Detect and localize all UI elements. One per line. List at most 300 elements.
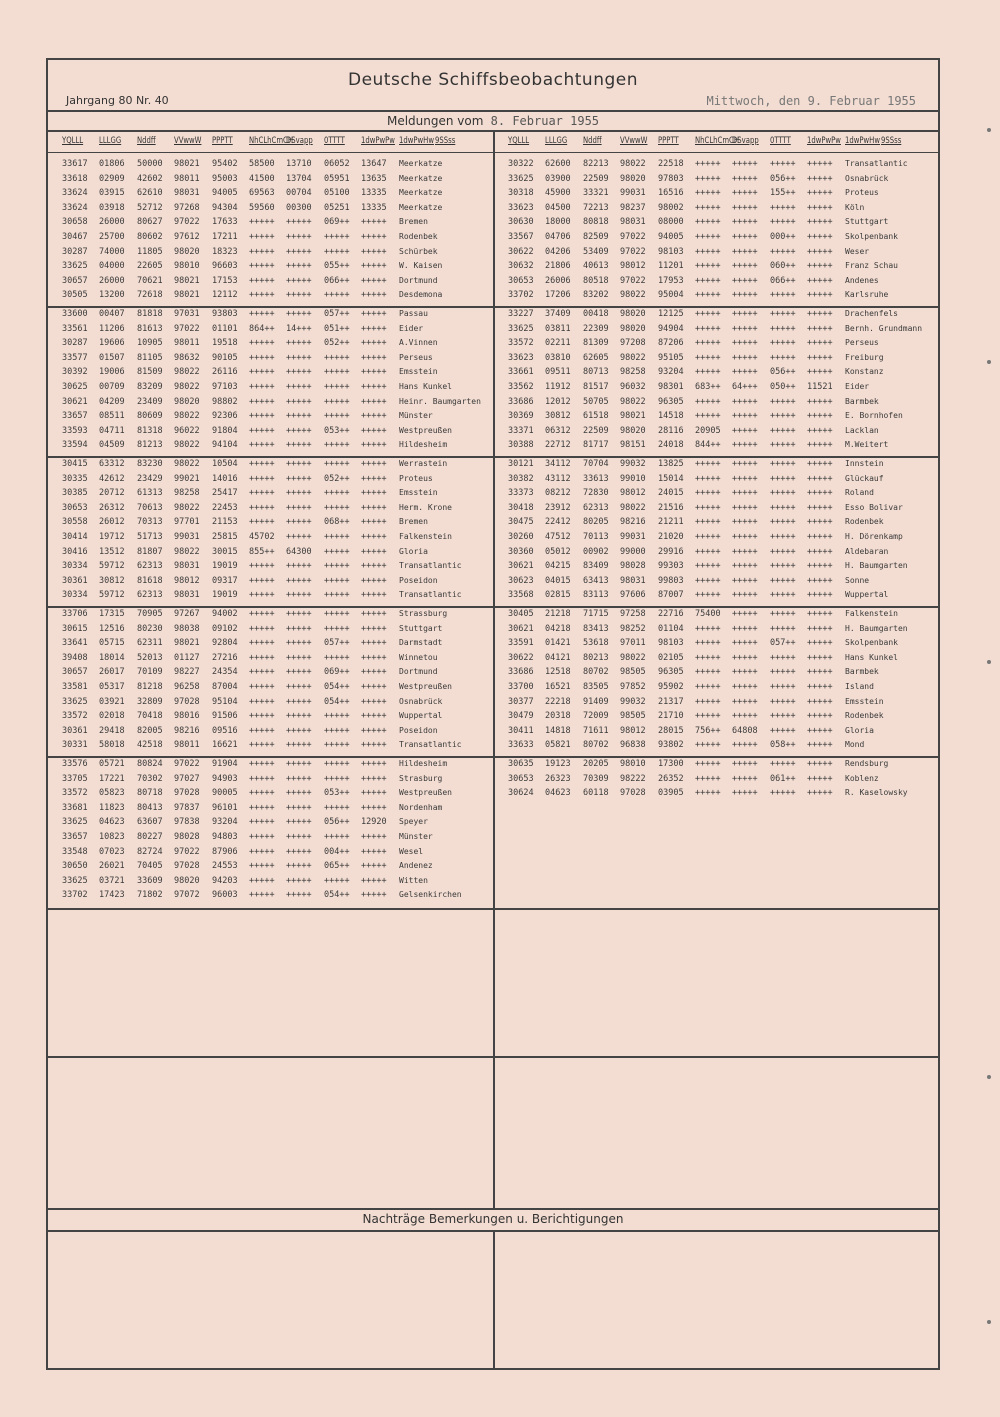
obs-code: 03915: [99, 188, 125, 199]
obs-code: +++++: [286, 725, 312, 736]
obs-code: 80518: [583, 275, 609, 286]
obs-code: 03811: [545, 323, 571, 334]
obs-code: 98002: [658, 202, 684, 213]
column-header-right-0: YQLLL: [508, 136, 530, 146]
obs-code: 055++: [324, 261, 350, 272]
obs-code: +++++: [361, 502, 387, 513]
ship-name: Glückauf: [845, 473, 884, 483]
obs-code: 97612: [174, 232, 200, 242]
obs-code: +++++: [732, 575, 758, 586]
obs-code: +++++: [807, 788, 833, 799]
obs-code: 98022: [174, 502, 200, 513]
obs-code: +++++: [807, 425, 833, 436]
obs-code: 97803: [658, 173, 684, 184]
obs-code: +++++: [807, 773, 833, 784]
obs-code: 80627: [137, 217, 163, 228]
ship-name: Falkenstein: [399, 532, 452, 541]
obs-code: 30361: [62, 575, 88, 586]
obs-code: +++++: [695, 202, 721, 213]
obs-code: 62313: [137, 561, 163, 572]
obs-code: 30657: [62, 667, 88, 678]
obs-code: 33562: [508, 382, 534, 392]
obs-code: +++++: [361, 517, 387, 528]
obs-code: 97103: [212, 382, 238, 392]
obs-code: +++++: [770, 623, 796, 634]
obs-code: +++++: [324, 740, 350, 751]
obs-code: 98022: [620, 652, 646, 663]
obs-code: +++++: [361, 667, 387, 678]
ship-name: Dortmund: [399, 667, 438, 677]
obs-code: +++++: [286, 875, 312, 886]
obs-code: +++++: [286, 473, 312, 484]
obs-code: 22412: [545, 517, 571, 528]
obs-code: +++++: [361, 788, 387, 799]
obs-code: 33661: [508, 367, 534, 378]
obs-code: 16621: [212, 740, 238, 751]
obs-code: +++++: [807, 440, 833, 451]
obs-code: 056++: [324, 817, 350, 828]
obs-code: 24553: [212, 861, 238, 872]
obs-code: +++++: [770, 532, 796, 542]
obs-code: +++++: [324, 773, 350, 784]
obs-code: +++++: [324, 440, 350, 451]
ship-name: Roland: [845, 488, 874, 498]
obs-code: +++++: [249, 425, 275, 436]
obs-code: 97022: [174, 323, 200, 334]
obs-code: 33321: [583, 188, 609, 199]
obs-code: 20205: [583, 759, 609, 769]
obs-code: 30405: [508, 609, 534, 619]
obs-code: 98022: [174, 367, 200, 378]
obs-code: 93803: [212, 309, 238, 319]
ship-name: Island: [845, 682, 874, 691]
obs-code: 80713: [583, 367, 609, 378]
report-sheet: [46, 58, 940, 1370]
obs-code: +++++: [770, 425, 796, 436]
obs-code: 05012: [545, 546, 571, 557]
obs-code: 33600: [62, 309, 88, 319]
obs-code: +++++: [361, 232, 387, 242]
obs-code: +++++: [286, 846, 312, 857]
obs-code: +++++: [732, 232, 758, 242]
obs-code: +++++: [770, 440, 796, 451]
ship-name: Falkenstein: [845, 609, 898, 618]
obs-code: 02018: [99, 711, 125, 722]
ship-name: Herm. Krone: [399, 502, 452, 512]
obs-code: 03921: [99, 696, 125, 707]
ship-name: Winnetou: [399, 652, 438, 662]
ship-name: Skolpenbank: [845, 232, 898, 241]
obs-code: 33686: [508, 667, 534, 678]
obs-code: 22712: [545, 440, 571, 451]
ship-name: Barmbek: [845, 667, 879, 677]
obs-code: 01127: [174, 652, 200, 663]
obs-code: 04209: [99, 396, 125, 407]
obs-code: 70302: [137, 773, 163, 784]
obs-code: 33625: [508, 323, 534, 334]
obs-code: 70309: [583, 773, 609, 784]
obs-code: 98012: [174, 575, 200, 586]
ship-name: Westpreußen: [399, 682, 452, 691]
reports-date: 8. Februar 1955: [490, 114, 600, 128]
obs-code: +++++: [286, 652, 312, 663]
obs-code: +++++: [324, 575, 350, 586]
obs-code: +++++: [249, 832, 275, 842]
obs-code: 01806: [99, 159, 125, 169]
obs-code: 81309: [583, 338, 609, 349]
ship-name: Schürbek: [399, 246, 438, 256]
obs-code: +++++: [807, 532, 833, 542]
obs-code: 16521: [545, 682, 571, 692]
obs-code: 96101: [212, 802, 238, 813]
obs-code: +++++: [286, 832, 312, 842]
column-header-left-7: 0TTTT: [324, 136, 345, 146]
ship-name: Karlsruhe: [845, 290, 889, 300]
obs-code: 98020: [620, 323, 646, 334]
obs-code: +++++: [770, 459, 796, 469]
obs-code: 42602: [137, 173, 163, 184]
obs-code: +++++: [807, 396, 833, 407]
obs-code: 25417: [212, 488, 238, 499]
obs-code: 12920: [361, 817, 387, 828]
obs-code: +++++: [361, 561, 387, 572]
obs-code: +++++: [770, 788, 796, 799]
column-divider: [493, 1230, 495, 1370]
obs-code: +++++: [249, 575, 275, 586]
obs-code: 80602: [137, 232, 163, 242]
ship-name: H. Baumgarten: [845, 561, 908, 571]
obs-code: +++++: [807, 682, 833, 692]
obs-code: 05721: [99, 759, 125, 769]
obs-code: 21211: [658, 517, 684, 528]
obs-code: 02211: [545, 338, 571, 349]
obs-code: 30334: [62, 561, 88, 572]
obs-code: 30653: [508, 773, 534, 784]
obs-code: +++++: [695, 740, 721, 751]
obs-code: 061++: [770, 773, 796, 784]
obs-code: +++++: [324, 532, 350, 542]
obs-code: +++++: [249, 517, 275, 528]
obs-code: 98020: [620, 425, 646, 436]
ship-name: Rodenbek: [399, 232, 438, 241]
obs-code: 94304: [212, 202, 238, 213]
ship-name: Hans Kunkel: [845, 652, 898, 662]
obs-code: 95902: [658, 682, 684, 692]
obs-code: 33633: [508, 740, 534, 751]
ship-name: Köln: [845, 202, 865, 212]
obs-code: 63413: [583, 575, 609, 586]
obs-code: 13704: [286, 173, 312, 184]
ship-name: Franz Schau: [845, 261, 898, 271]
obs-code: 33641: [62, 638, 88, 649]
obs-code: +++++: [249, 396, 275, 407]
obs-code: +++++: [286, 290, 312, 301]
obs-code: 39408: [62, 652, 88, 663]
obs-code: 33567: [508, 232, 534, 242]
obs-code: 056++: [770, 173, 796, 184]
obs-code: 30287: [62, 246, 88, 257]
obs-code: 80227: [137, 832, 163, 842]
obs-code: 93204: [212, 817, 238, 828]
obs-code: 98022: [174, 382, 200, 392]
obs-code: 80818: [583, 217, 609, 228]
obs-code: 22605: [137, 261, 163, 272]
obs-code: 80702: [583, 667, 609, 678]
issue-date: Mittwoch, den 9. Februar 1955: [706, 94, 916, 108]
obs-code: +++++: [286, 459, 312, 469]
obs-code: +++++: [286, 338, 312, 349]
ship-name: Koblenz: [845, 773, 879, 783]
ship-name: Proteus: [399, 473, 433, 483]
obs-code: 72009: [583, 711, 609, 722]
obs-code: +++++: [286, 590, 312, 601]
obs-code: 050++: [770, 382, 796, 392]
obs-code: 00902: [583, 546, 609, 557]
obs-code: 30411: [508, 725, 534, 736]
obs-code: 98022: [174, 546, 200, 557]
obs-code: 81613: [137, 323, 163, 334]
obs-code: 05251: [324, 202, 350, 213]
ship-name: Poseidon: [399, 725, 438, 735]
obs-code: +++++: [732, 440, 758, 451]
obs-code: 33700: [508, 682, 534, 692]
obs-code: +++++: [286, 352, 312, 363]
ship-name: Hans Kunkel: [399, 382, 452, 391]
obs-code: 069++: [324, 667, 350, 678]
obs-code: 33227: [508, 309, 534, 319]
punch-hole: [987, 360, 991, 364]
obs-code: +++++: [361, 652, 387, 663]
obs-code: +++++: [732, 652, 758, 663]
obs-code: 02105: [658, 652, 684, 663]
ship-name: Transatlantic: [399, 590, 462, 600]
obs-code: 94104: [212, 440, 238, 451]
ship-name: Weser: [845, 246, 870, 256]
ship-name: Eider: [399, 323, 424, 333]
ship-name: Sonne: [845, 575, 870, 585]
obs-code: +++++: [807, 232, 833, 242]
obs-code: 95004: [658, 290, 684, 301]
obs-code: +++++: [732, 561, 758, 572]
obs-code: 98011: [174, 338, 200, 349]
obs-code: 30623: [508, 575, 534, 586]
obs-code: +++++: [695, 711, 721, 722]
obs-code: 71802: [137, 890, 163, 901]
obs-code: +++++: [695, 246, 721, 257]
obs-code: 17423: [99, 890, 125, 901]
obs-code: 34112: [545, 459, 571, 469]
obs-code: +++++: [361, 425, 387, 436]
obs-code: +++++: [286, 367, 312, 378]
obs-code: 28116: [658, 425, 684, 436]
obs-code: 98012: [620, 261, 646, 272]
obs-code: 70109: [137, 667, 163, 678]
ship-name: Meerkatze: [399, 173, 443, 183]
obs-code: 87206: [658, 338, 684, 349]
ship-name: Osnabrück: [845, 173, 889, 183]
ship-name: Perseus: [399, 352, 433, 362]
obs-code: +++++: [249, 759, 275, 769]
obs-code: +++++: [770, 667, 796, 678]
obs-code: +++++: [695, 773, 721, 784]
obs-code: +++++: [361, 440, 387, 451]
obs-code: +++++: [324, 546, 350, 557]
obs-code: 87906: [212, 846, 238, 857]
obs-code: 91804: [212, 425, 238, 436]
obs-code: 43112: [545, 473, 571, 484]
obs-code: 61518: [583, 411, 609, 422]
obs-code: +++++: [770, 396, 796, 407]
obs-code: 23912: [545, 502, 571, 513]
ship-name: Gloria: [845, 725, 874, 735]
obs-code: 14518: [658, 411, 684, 422]
obs-code: 98020: [620, 309, 646, 319]
obs-code: +++++: [695, 232, 721, 242]
ship-name: Barmbek: [845, 396, 879, 406]
obs-code: 98020: [174, 246, 200, 257]
obs-code: 19019: [212, 561, 238, 572]
obs-code: 26006: [545, 275, 571, 286]
obs-code: 12112: [212, 290, 238, 301]
obs-code: 11823: [99, 802, 125, 813]
ship-name: Heinr. Baumgarten: [399, 396, 481, 406]
obs-code: 97011: [620, 638, 646, 649]
obs-code: +++++: [361, 546, 387, 557]
obs-code: +++++: [286, 667, 312, 678]
obs-code: 75400: [695, 609, 721, 619]
obs-code: +++++: [324, 875, 350, 886]
obs-code: 26021: [99, 861, 125, 872]
obs-code: +++++: [249, 652, 275, 663]
obs-code: +++++: [361, 261, 387, 272]
obs-code: 70704: [583, 459, 609, 469]
ship-name: Mond: [845, 740, 865, 750]
obs-code: 01421: [545, 638, 571, 649]
obs-code: 94903: [212, 773, 238, 784]
obs-code: 33577: [62, 352, 88, 363]
obs-code: +++++: [770, 682, 796, 692]
obs-code: +++++: [286, 425, 312, 436]
obs-code: 26000: [99, 217, 125, 228]
obs-code: 42612: [99, 473, 125, 484]
obs-code: +++++: [807, 338, 833, 349]
obs-code: +++++: [732, 473, 758, 484]
ship-name: Westpreußen: [399, 425, 452, 435]
obs-code: 30334: [62, 590, 88, 601]
ship-name: Drachenfels: [845, 309, 898, 318]
obs-code: 33624: [62, 188, 88, 199]
obs-code: +++++: [249, 411, 275, 422]
obs-code: 683++: [695, 382, 721, 392]
obs-code: 04500: [545, 202, 571, 213]
obs-code: +++++: [361, 275, 387, 286]
obs-code: 33625: [62, 696, 88, 707]
obs-code: +++++: [695, 546, 721, 557]
obs-code: 00407: [99, 309, 125, 319]
obs-code: 99000: [620, 546, 646, 557]
obs-code: 71715: [583, 609, 609, 619]
obs-code: 00709: [99, 382, 125, 392]
obs-code: 96838: [620, 740, 646, 751]
obs-code: +++++: [249, 488, 275, 499]
obs-code: 10504: [212, 459, 238, 469]
obs-code: 30650: [62, 861, 88, 872]
obs-code: +++++: [286, 609, 312, 619]
ship-name: Eider: [845, 382, 870, 391]
obs-code: 19123: [545, 759, 571, 769]
obs-code: +++++: [249, 590, 275, 601]
column-header-right-1: LLLGG: [545, 136, 568, 146]
obs-code: +++++: [770, 411, 796, 422]
ship-name: Bremen: [399, 517, 428, 527]
obs-code: 054++: [324, 682, 350, 692]
obs-code: 33613: [583, 473, 609, 484]
obs-code: 30505: [62, 290, 88, 301]
obs-code: 30121: [508, 459, 534, 469]
obs-code: 864++: [249, 323, 275, 334]
ship-name: Münster: [399, 832, 433, 841]
obs-code: +++++: [361, 382, 387, 392]
obs-code: +++++: [695, 682, 721, 692]
obs-code: +++++: [770, 561, 796, 572]
obs-code: 17315: [99, 609, 125, 619]
column-header-left-5: NhCLhCmCH: [249, 136, 294, 146]
obs-code: +++++: [361, 575, 387, 586]
obs-code: +++++: [807, 290, 833, 301]
obs-code: 59712: [99, 561, 125, 572]
obs-code: +++++: [732, 696, 758, 707]
obs-code: +++++: [695, 396, 721, 407]
obs-code: +++++: [770, 590, 796, 601]
ship-name: E. Bornhofen: [845, 411, 903, 421]
obs-code: 30360: [508, 546, 534, 557]
obs-code: +++++: [732, 309, 758, 319]
obs-code: 24018: [658, 440, 684, 451]
obs-code: 98022: [174, 411, 200, 422]
ship-name: Lacklan: [845, 425, 879, 435]
obs-code: +++++: [249, 623, 275, 634]
obs-code: 98022: [174, 459, 200, 469]
obs-code: 97031: [174, 309, 200, 319]
obs-code: 30621: [508, 561, 534, 572]
obs-code: 004++: [324, 846, 350, 857]
obs-code: 09102: [212, 623, 238, 634]
obs-code: 97258: [620, 609, 646, 619]
obs-code: 13335: [361, 188, 387, 199]
obs-code: +++++: [361, 696, 387, 707]
obs-code: 83413: [583, 623, 609, 634]
obs-code: 98802: [212, 396, 238, 407]
obs-code: 33624: [62, 202, 88, 213]
obs-code: +++++: [361, 473, 387, 484]
obs-code: 63312: [99, 459, 125, 469]
obs-code: 99031: [620, 532, 646, 542]
obs-code: 33593: [62, 425, 88, 436]
obs-code: +++++: [286, 309, 312, 319]
obs-code: +++++: [807, 725, 833, 736]
obs-code: +++++: [361, 890, 387, 901]
ship-name: Esso Bolivar: [845, 502, 903, 512]
obs-code: 13825: [658, 459, 684, 469]
obs-code: 00704: [286, 188, 312, 199]
ship-name: Perseus: [845, 338, 879, 348]
obs-code: 64808: [732, 725, 758, 736]
obs-code: 83202: [583, 290, 609, 301]
obs-code: 30369: [508, 411, 534, 422]
obs-code: +++++: [695, 488, 721, 499]
obs-code: 80702: [583, 740, 609, 751]
obs-code: 065++: [324, 861, 350, 872]
